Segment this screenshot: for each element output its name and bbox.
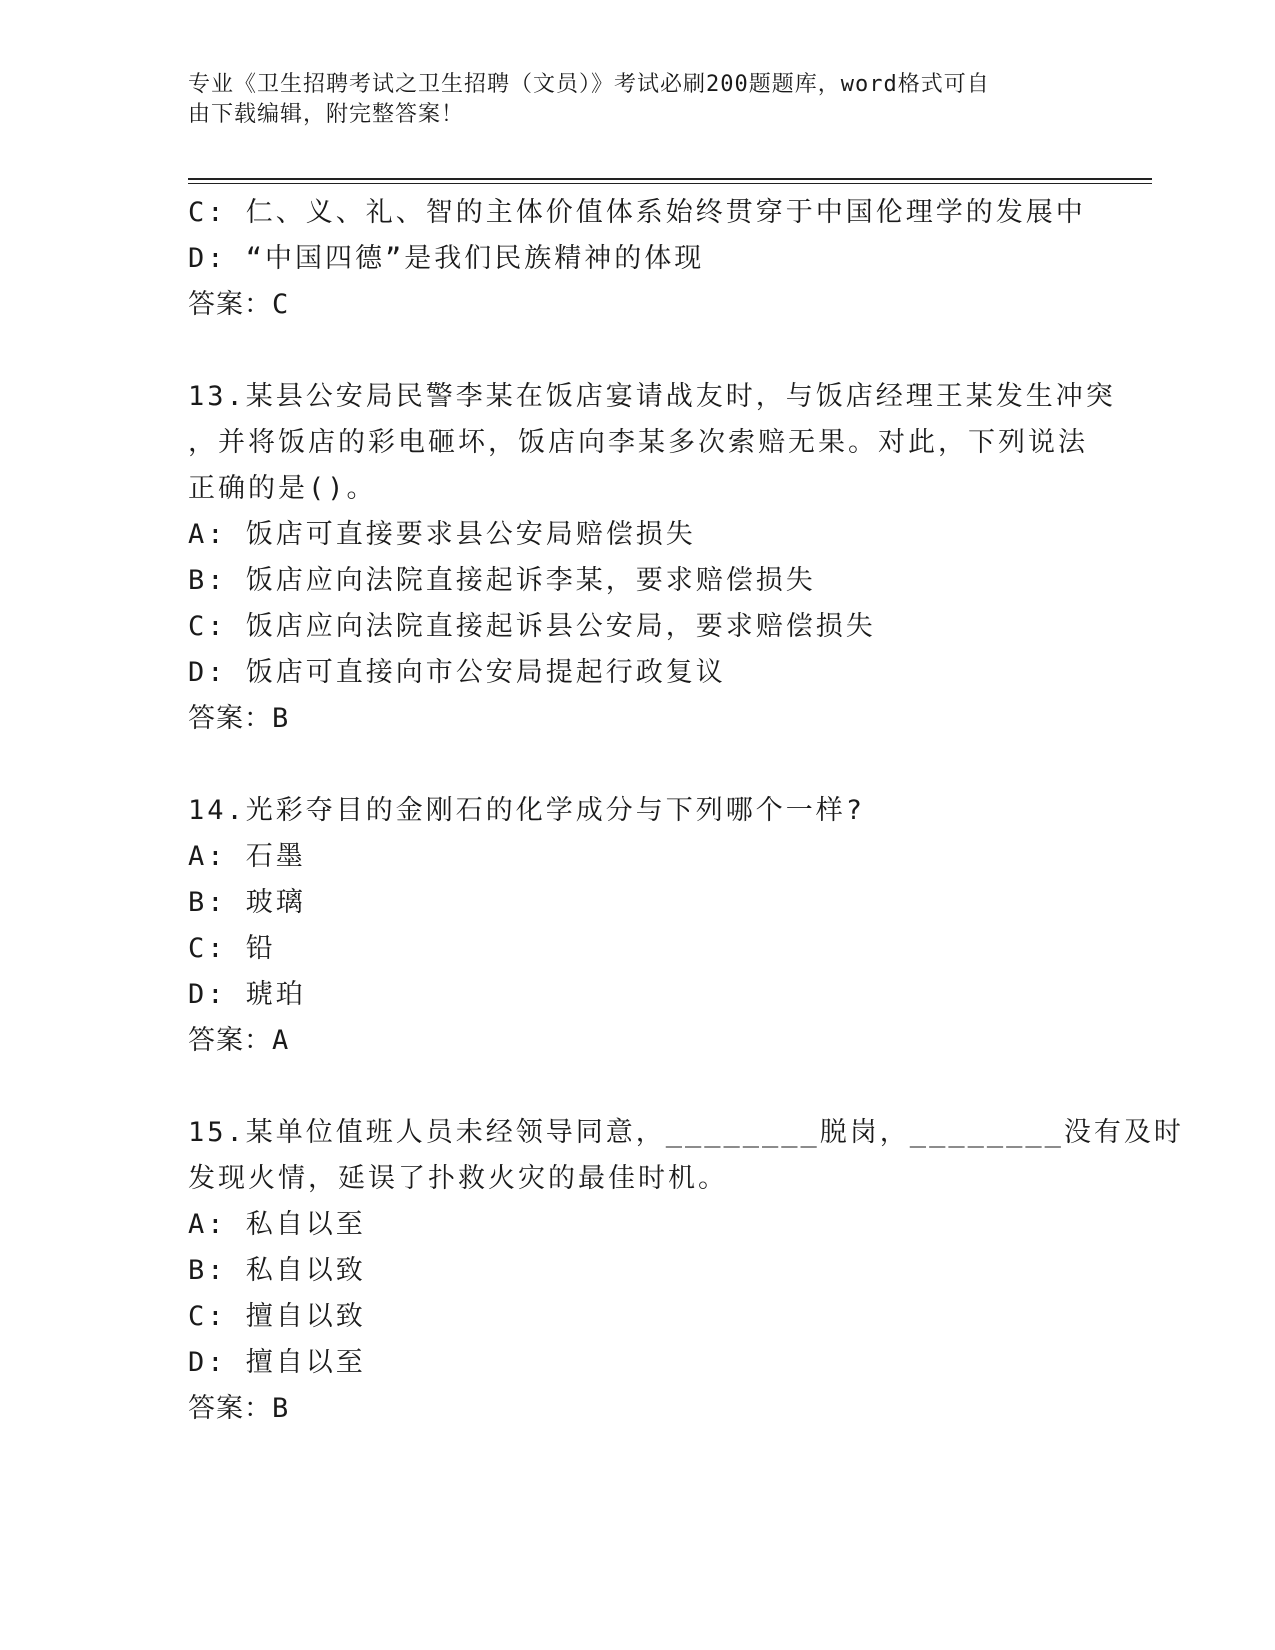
option-c: C: 饭店应向法院直接起诉县公安局，要求赔偿损失 [188, 611, 876, 642]
question-stem-line: 13.某县公安局民警李某在饭店宴请战友时，与饭店经理王某发生冲突 [188, 381, 1116, 412]
answer-value: B [272, 703, 290, 734]
answer-label: 答案： [188, 703, 272, 734]
answer-value: B [272, 1393, 290, 1424]
option-a: A: 私自以至 [188, 1209, 366, 1240]
option-d: D: 琥珀 [188, 979, 306, 1010]
question-stem-line: 发现火情，延误了扑救火灾的最佳时机。 [188, 1163, 728, 1194]
answer-line [188, 696, 1088, 742]
option-d: D: “中国四德”是我们民族精神的体现 [188, 243, 705, 274]
question-13 [188, 374, 1116, 742]
option-c: C: 擅自以致 [188, 1301, 366, 1332]
option-b: B: 玻璃 [188, 887, 306, 918]
spacer [188, 742, 1088, 788]
answer-line [188, 1386, 1088, 1432]
spacer [188, 328, 1088, 374]
header-rule-thin [188, 183, 1152, 184]
carryover-block [188, 190, 1088, 328]
answer-label: 答案： [188, 1393, 272, 1424]
option-a: A: 饭店可直接要求县公安局赔偿损失 [188, 519, 696, 550]
answer-line [188, 282, 1088, 328]
question-stem-line: 15.某单位值班人员未经领导同意，________脱岗，________没有及时 [188, 1117, 1184, 1148]
option-d: D: 饭店可直接向市公安局提起行政复议 [188, 657, 726, 688]
answer-label: 答案： [188, 1025, 272, 1056]
header-line-2: 由下载编辑，附完整答案！ [188, 102, 465, 127]
option-d: D: 擅自以至 [188, 1347, 366, 1378]
question-content [188, 190, 1184, 1432]
option-b: B: 饭店应向法院直接起诉李某，要求赔偿损失 [188, 565, 816, 596]
question-stem-line: 14.光彩夺目的金刚石的化学成分与下列哪个一样? [188, 795, 866, 826]
document-header [188, 70, 1088, 130]
option-a: A: 石墨 [188, 841, 306, 872]
header-line-1: 专业《卫生招聘考试之卫生招聘（文员）》考试必刷200题题库，word格式可自 [188, 72, 990, 97]
option-c: C: 铅 [188, 933, 276, 964]
option-c: C: 仁、义、礼、智的主体价值体系始终贯穿于中国伦理学的发展中 [188, 197, 1086, 228]
question-stem-line: 正确的是()。 [188, 473, 377, 504]
spacer [188, 1064, 1088, 1110]
answer-value: A [272, 1025, 290, 1056]
header-rule-thick [188, 178, 1152, 180]
answer-label: 答案： [188, 289, 272, 320]
answer-value: C [272, 289, 290, 320]
question-15 [188, 1110, 1184, 1432]
question-14 [188, 788, 1088, 1064]
question-stem-line: ，并将饭店的彩电砸坏，饭店向李某多次索赔无果。对此，下列说法 [188, 427, 1088, 458]
answer-line [188, 1018, 1088, 1064]
option-b: B: 私自以致 [188, 1255, 366, 1286]
